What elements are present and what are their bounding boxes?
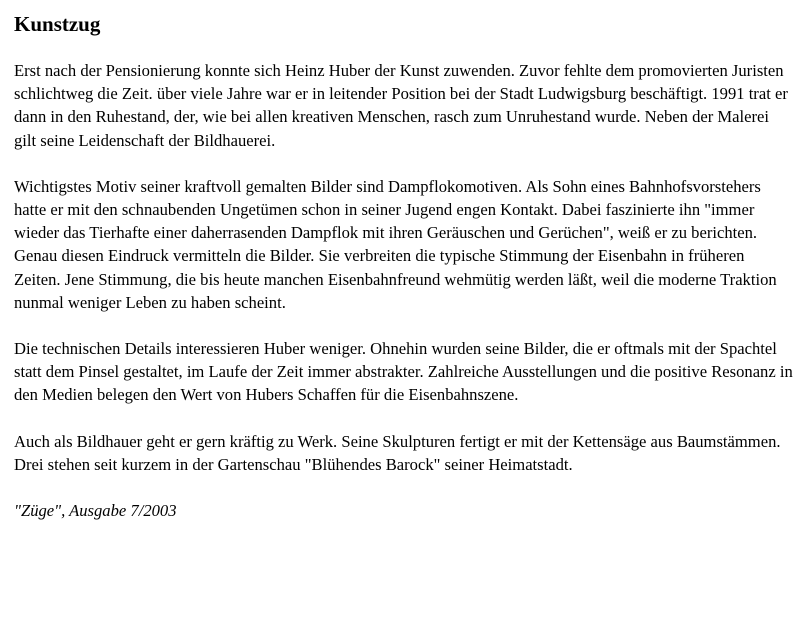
article-paragraph: Die technischen Details interessieren Huber weniger. Ohnehin wurden seine Bilder, die er oftmals mit der Spachtel statt dem Pinsel gestaltet, im Laufe der Zeit immer abstrakter. Zahlreiche Ausstellungen und die positive Resonanz in den Medien belegen den Wert von Hubers Schaffen für die Eisenbahnszene. [14, 339, 793, 405]
article-paragraph: Wichtigstes Motiv seiner kraftvoll gemalten Bilder sind Dampflokomotiven. Als Sohn eines Bahnhofsvorstehers hatte er mit den schnaubenden Ungetümen schon in seiner Jugend engen Kontakt. Dabei faszinierte ihn "immer wieder das Tierhafte einer daherrasenden Dampflok mit ihren Geräuschen und Gerüchen", weiß er zu berichten. Genau diesen Eindruck vermitteln die Bilder. Sie verbreiten die typische Stimmung der Eisenbahn in früheren Zeiten. Jene Stimmung, die bis heute manchen Eisenbahnfreund wehmütig werden läßt, weil die moderne Traktion nunmal weniger Leben zu haben scheint. [14, 176, 777, 312]
article-paragraph: Auch als Bildhauer geht er gern kräftig zu Werk. Seine Skulpturen fertigt er mit der Kettensäge aus Baumstämmen. Drei stehen seit kurzem in der Gartenschau "Blühendes Barock" seiner Heimatstadt. [14, 431, 781, 474]
article-title: Kunstzug [14, 12, 101, 36]
article-paragraph: Erst nach der Pensionierung konnte sich Heinz Huber der Kunst zuwenden. Zuvor fehlte dem promovierten Juristen schlichtweg die Zeit. über viele Jahre war er in leitender Position bei der Stadt Ludwigsburg beschäftigt. 1991 trat er dann in den Ruhestand, der, wie bei allen kreativen Menschen, rasch zum Unruhestand wurde. Neben der Malerei gilt seine Leidenschaft der Bildhauerei. [14, 61, 788, 150]
article-source: "Züge", Ausgabe 7/2003 [14, 501, 177, 521]
